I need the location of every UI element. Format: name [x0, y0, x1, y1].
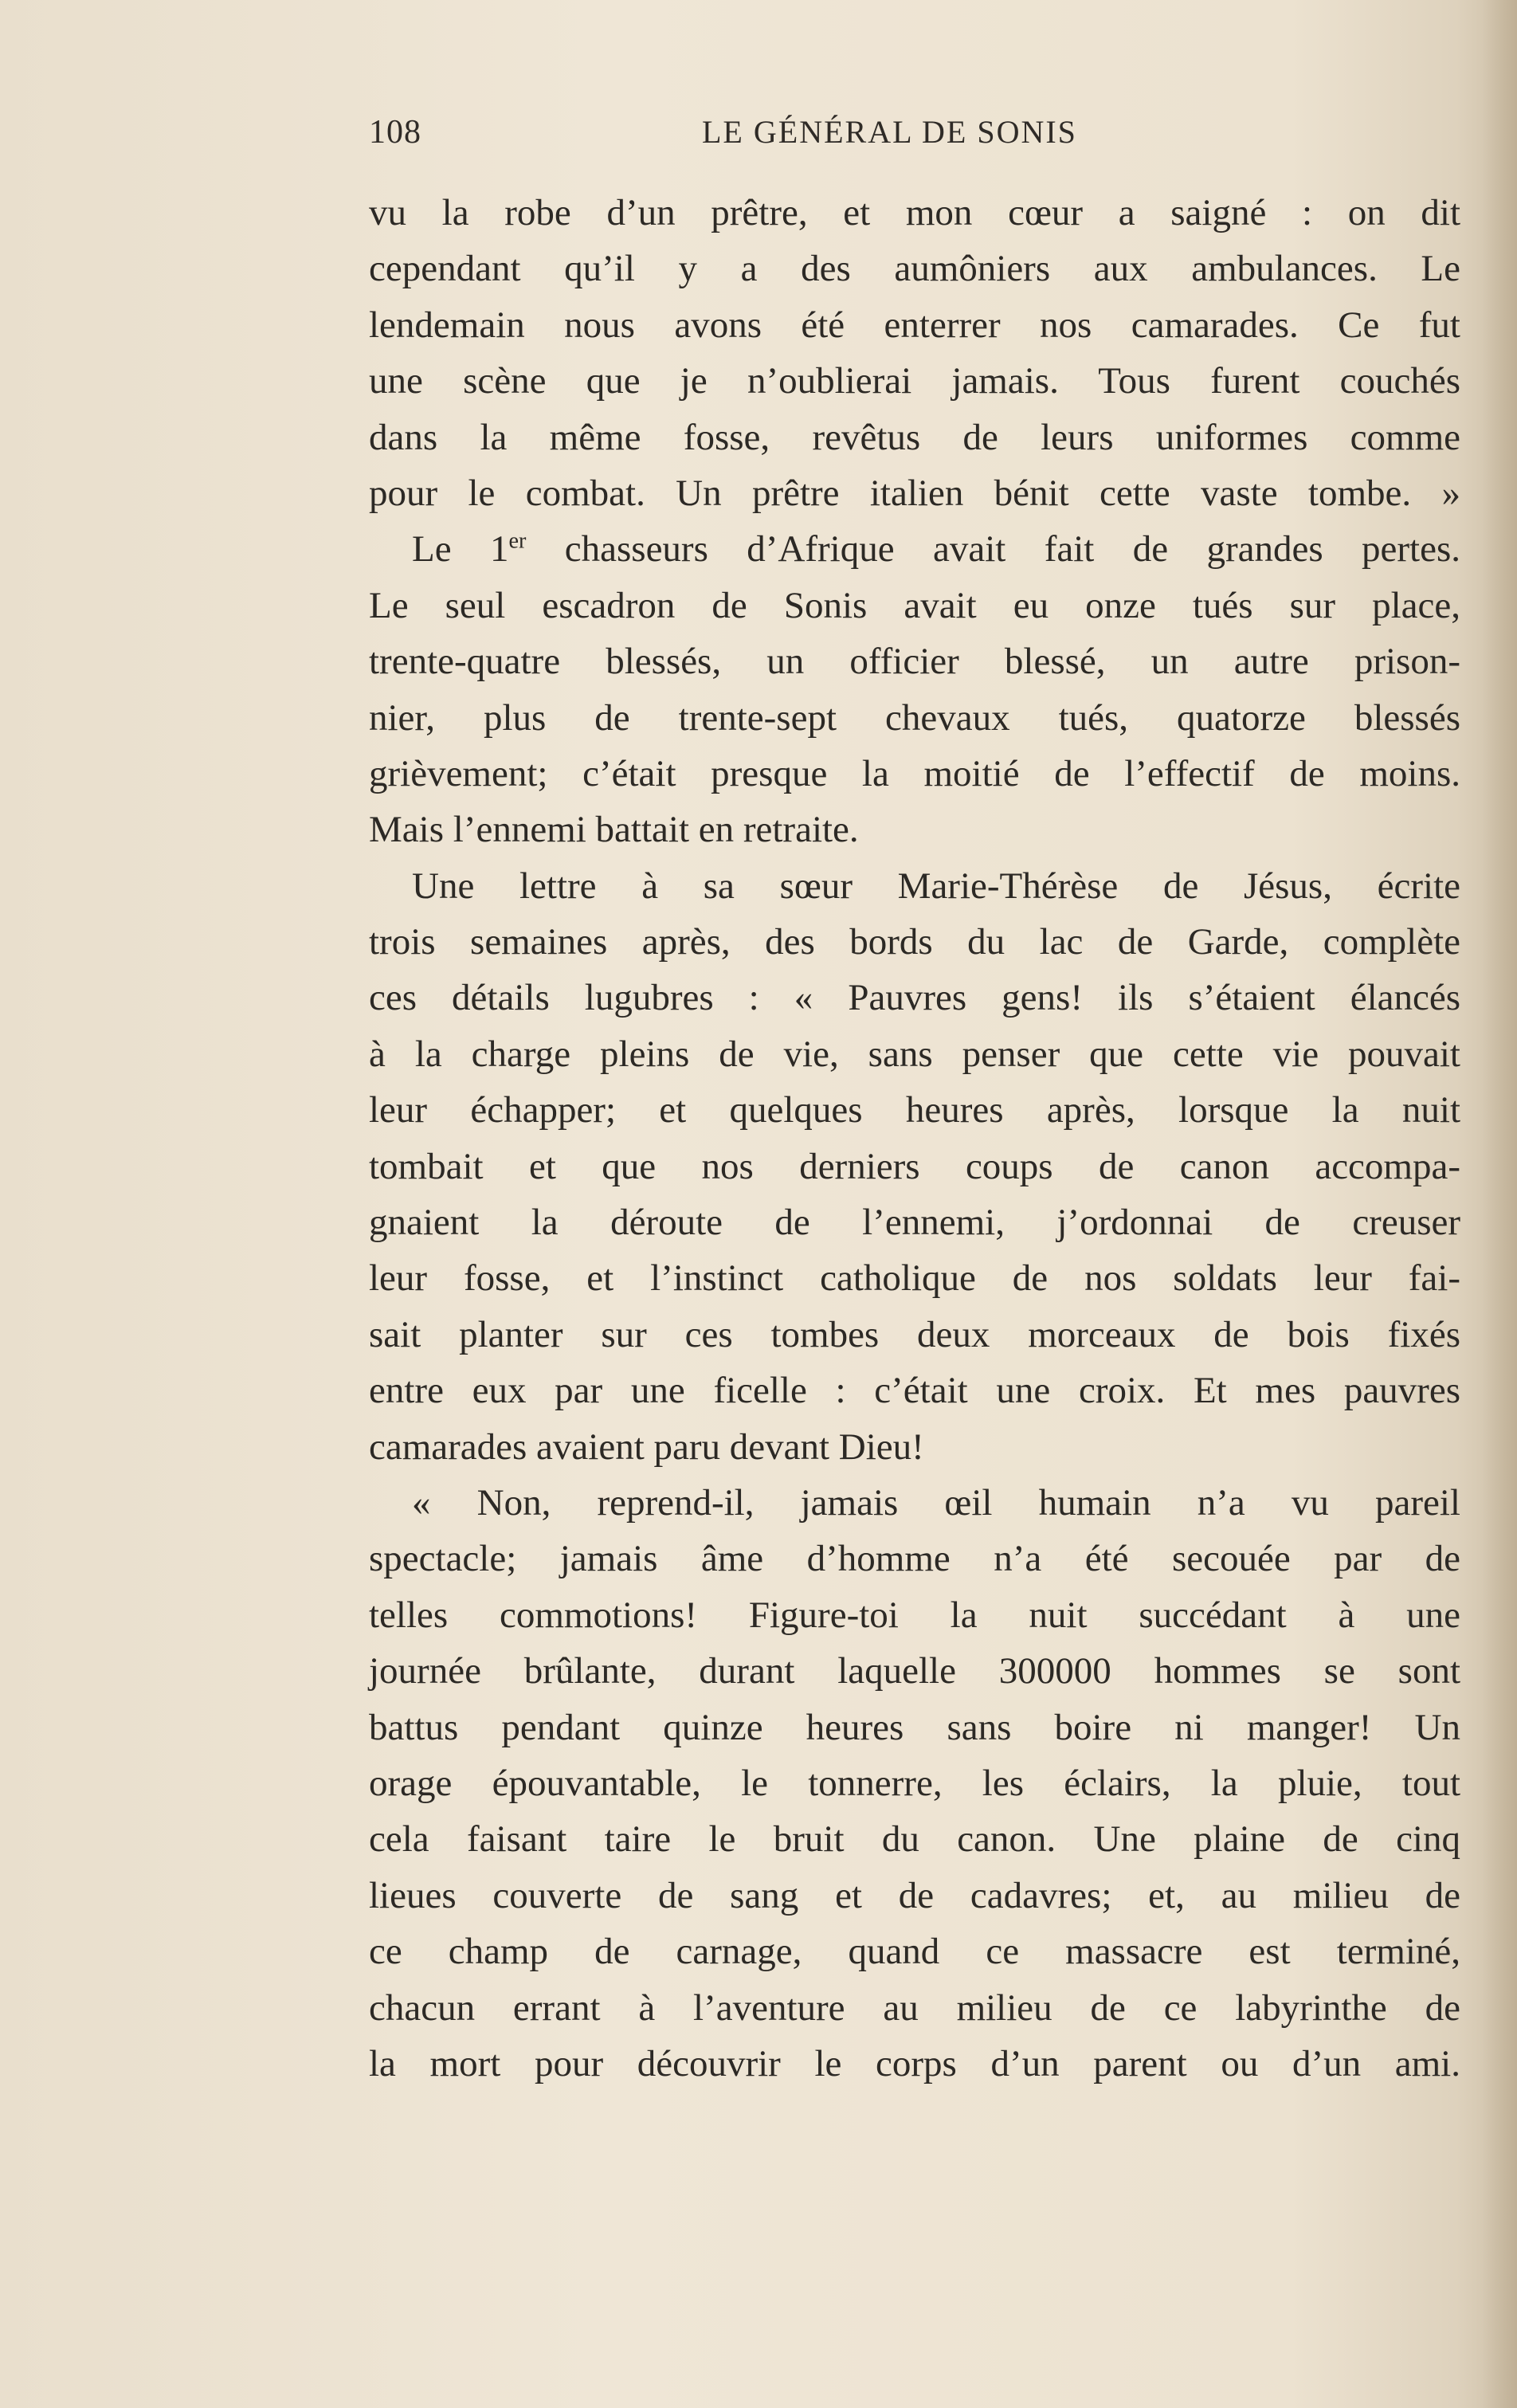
text-line: entre eux par une ficelle : c’était une croix. Et mes pauvres [369, 1370, 1460, 1412]
text-line: à la charge pleins de vie, sans penser que cette vie pouvait [369, 1033, 1460, 1075]
text-line: grièvement; c’était presque la moitié de l’effectif de moins. [369, 752, 1460, 794]
text-line: lieues couverte de sang et de cadavres; et, au milieu de [369, 1874, 1460, 1916]
text-line: journée brûlante, durant laquelle 300000 hommes se sont [369, 1650, 1460, 1692]
text-line: leur échapper; et quelques heures après, lorsque la nuit [369, 1089, 1460, 1131]
paragraph-1 [369, 185, 1460, 521]
text-line: spectacle; jamais âme d’homme n’a été secouée par de [369, 1538, 1460, 1580]
superscript: er [508, 528, 527, 554]
text-line: nier, plus de trente-sept chevaux tués, quatorze blessés [369, 696, 1460, 739]
text-line: trois semaines après, des bords du lac de Garde, complète [369, 921, 1460, 963]
text-line: Mais l’ennemi battait en retraite. [369, 809, 859, 851]
text-line: pour le combat. Un prêtre italien bénit cette vaste tombe. » [369, 472, 1460, 514]
text-line: « Non, reprend-il, jamais œil humain n’a vu pareil [412, 1481, 1460, 1524]
text-fragment: Le 1 [412, 528, 509, 571]
running-title: LE GÉNÉRAL DE SONIS [702, 114, 1077, 150]
text-line: battus pendant quinze heures sans boire ni manger! Un [369, 1706, 1460, 1748]
text-line: une scène que je n’oublierai jamais. Tous furent couchés [369, 360, 1460, 402]
text-line: sait planter sur ces tombes deux morceaux de bois fixés [369, 1313, 1460, 1355]
paragraph-3 [369, 858, 1460, 1475]
text-line: camarades avaient paru devant Dieu! [369, 1426, 924, 1468]
text-line: ce champ de carnage, quand ce massacre est terminé, [369, 1931, 1460, 1973]
text-fragment: chasseurs d’Afrique avait fait de grandes pertes. [526, 528, 1460, 571]
text-line: leur fosse, et l’instinct catholique de nos soldats leur fai- [369, 1257, 1460, 1300]
paragraph-2 [369, 521, 1460, 857]
text-line: cela faisant taire le bruit du canon. Une plaine de cinq [369, 1818, 1460, 1861]
text-line: la mort pour découvrir le corps d’un parent ou d’un ami. [369, 2042, 1460, 2084]
text-line: trente-quatre blessés, un officier blessé, un autre prison- [369, 641, 1460, 683]
text-line: lendemain nous avons été enterrer nos camarades. Ce fut [369, 304, 1460, 346]
text-line: ces détails lugubres : « Pauvres gens! ils s’étaient élancés [369, 977, 1460, 1019]
text-line: tombait et que nos derniers coups de canon accompa- [369, 1145, 1460, 1187]
paragraph-4 [369, 1475, 1460, 2092]
text-line: Le seul escadron de Sonis avait eu onze tués sur place, [369, 584, 1460, 626]
text-line: telles commotions! Figure-toi la nuit succédant à une [369, 1594, 1460, 1636]
text-line: dans la même fosse, revêtus de leurs uniformes comme [369, 416, 1460, 458]
page-number: 108 [369, 114, 421, 151]
text-line: gnaient la déroute de l’ennemi, j’ordonnai de creuser [369, 1202, 1460, 1244]
text-line: vu la robe d’un prêtre, et mon cœur a saigné : on dit [369, 192, 1460, 233]
body-text [369, 185, 1460, 2092]
running-header [369, 113, 1460, 161]
text-line [369, 521, 1460, 577]
text-line: cependant qu’il y a des aumôniers aux ambulances. Le [369, 248, 1460, 290]
page-edge-shadow [1482, 0, 1517, 2408]
text-line: orage épouvantable, le tonnerre, les éclairs, la pluie, tout [369, 1762, 1460, 1804]
text-line: chacun errant à l’aventure au milieu de ce labyrinthe de [369, 1986, 1460, 2029]
text-line: Une lettre à sa sœur Marie-Thérèse de Jésus, écrite [412, 865, 1460, 907]
